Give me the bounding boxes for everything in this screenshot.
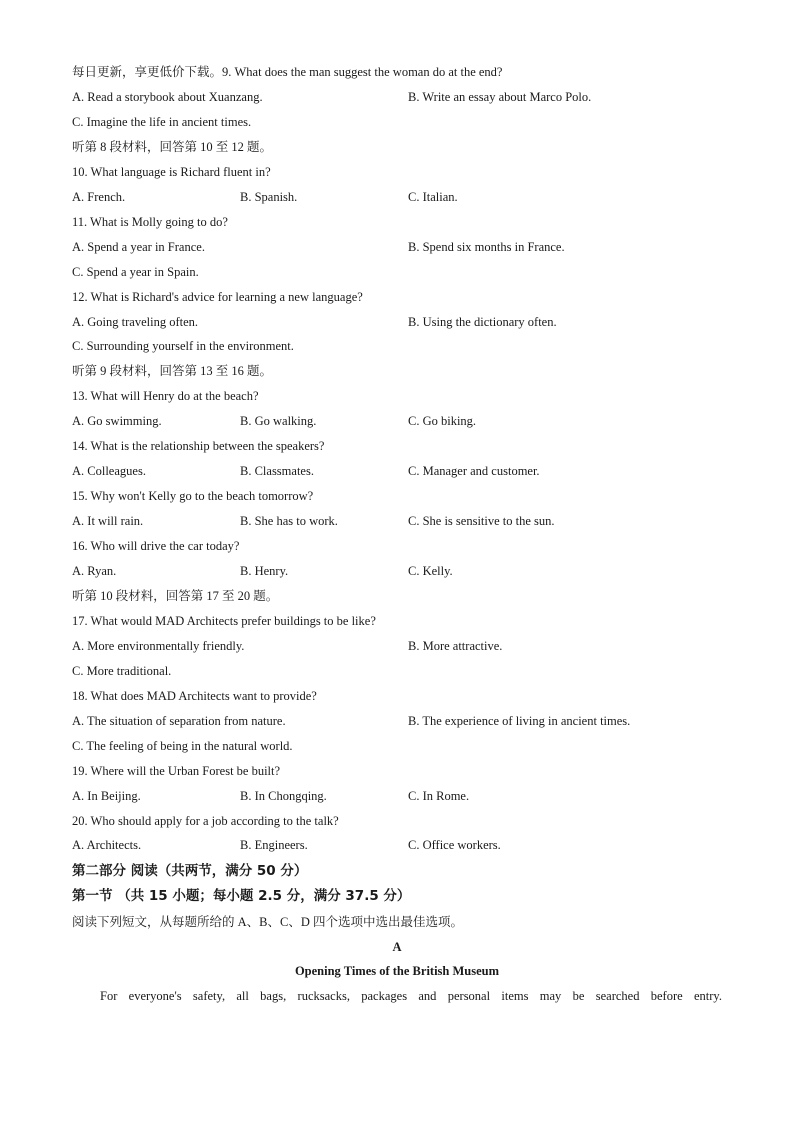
answer-option: A. In Beijing.	[72, 788, 141, 803]
options-row	[72, 836, 722, 854]
answer-option: B. Go walking.	[240, 414, 317, 429]
answer-option: B. Using the dictionary often.	[408, 314, 557, 329]
options-row	[72, 512, 722, 530]
answer-option: B. In Chongqing.	[240, 788, 327, 803]
options-row	[72, 88, 722, 106]
passage-letter: A	[392, 940, 402, 954]
answer-option: A. It will rain.	[72, 514, 144, 529]
answer-option: A. Ryan.	[72, 564, 117, 578]
answer-option: A. Going traveling often.	[72, 314, 199, 329]
question-line: 15. Why won't Kelly go to the beach tomorrow?	[72, 489, 314, 504]
options-row	[72, 313, 722, 331]
question-line: 听第 9 段材料，回答第 13 至 16 题。	[72, 364, 273, 379]
answer-option: B. Write an essay about Marco Polo.	[408, 89, 592, 104]
answer-option: C. She is sensitive to the sun.	[408, 514, 555, 529]
answer-option: B. She has to work.	[240, 514, 338, 529]
answer-option: B. The experience of living in ancient times.	[408, 713, 631, 728]
options-row	[72, 412, 722, 430]
answer-option: B. Henry.	[240, 564, 289, 578]
options-row	[72, 712, 722, 730]
answer-option: B. Spend six months in France.	[408, 239, 565, 254]
answer-option: C. Italian.	[408, 189, 458, 204]
question-line: C. Imagine the life in ancient times.	[72, 114, 252, 129]
question-line: 16. Who will drive the car today?	[72, 539, 240, 554]
question-line: 20. Who should apply for a job according to the talk?	[72, 813, 339, 828]
question-line: C. More traditional.	[72, 663, 172, 678]
options-row	[72, 238, 722, 256]
question-line: 11. What is Molly going to do?	[72, 214, 228, 229]
answer-option: A. The situation of separation from nature.	[72, 713, 286, 728]
answer-option: A. More environmentally friendly.	[72, 638, 245, 653]
answer-option: C. Office workers.	[408, 838, 501, 853]
answer-option: C. In Rome.	[408, 788, 470, 803]
question-line: 10. What language is Richard fluent in?	[72, 164, 271, 179]
question-line: 13. What will Henry do at the beach?	[72, 389, 259, 404]
answer-option: A. French.	[72, 189, 126, 204]
question-line: 听第 10 段材料，回答第 17 至 20 题。	[72, 588, 279, 603]
answer-option: B. More attractive.	[408, 638, 503, 653]
section-title: 第一节 （共 15 小题；每小题 2.5 分，满分 37.5 分）	[72, 888, 411, 904]
options-row	[72, 462, 722, 480]
options-row	[72, 188, 722, 206]
question-line: 听第 8 段材料，回答第 10 至 12 题。	[72, 139, 273, 154]
question-line: 12. What is Richard's advice for learning a new language?	[72, 289, 363, 304]
part-title: 第二部分 阅读（共两节，满分 50 分）	[72, 863, 308, 879]
answer-option: B. Classmates.	[240, 464, 314, 479]
question-line: C. Spend a year in Spain.	[72, 264, 199, 279]
question-line: C. The feeling of being in the natural world.	[72, 738, 293, 753]
answer-option: C. Kelly.	[408, 564, 453, 578]
question-line: 17. What would MAD Architects prefer buildings to be like?	[72, 613, 376, 628]
passage-paragraph: For everyone's safety, all bags, rucksacks, packages and personal items may be searched before entry.	[100, 989, 722, 1003]
reading-instruction: 阅读下列短文，从每题所给的 A、B、C、D 四个选项中选出最佳选项。	[72, 915, 463, 929]
answer-option: A. Spend a year in France.	[72, 239, 205, 254]
answer-option: A. Colleagues.	[72, 464, 146, 479]
options-row	[72, 787, 722, 805]
answer-option: A. Go swimming.	[72, 414, 162, 429]
options-row	[72, 637, 722, 655]
question-line: 每日更新，享更低价下载。9. What does the man suggest the woman do at the end?	[72, 65, 503, 79]
passage-title: Opening Times of the British Museum	[294, 964, 500, 978]
question-line: 14. What is the relationship between the speakers?	[72, 439, 325, 454]
question-line: C. Surrounding yourself in the environment.	[72, 339, 294, 354]
question-line: 19. Where will the Urban Forest be built?	[72, 763, 281, 778]
answer-option: C. Go biking.	[408, 414, 477, 429]
answer-option: A. Read a storybook about Xuanzang.	[72, 89, 263, 104]
answer-option: B. Engineers.	[240, 838, 308, 853]
answer-option: C. Manager and customer.	[408, 464, 540, 479]
answer-option: A. Architects.	[72, 838, 142, 853]
options-row	[72, 562, 722, 580]
question-line: 18. What does MAD Architects want to provide?	[72, 688, 317, 703]
answer-option: B. Spanish.	[240, 189, 298, 204]
